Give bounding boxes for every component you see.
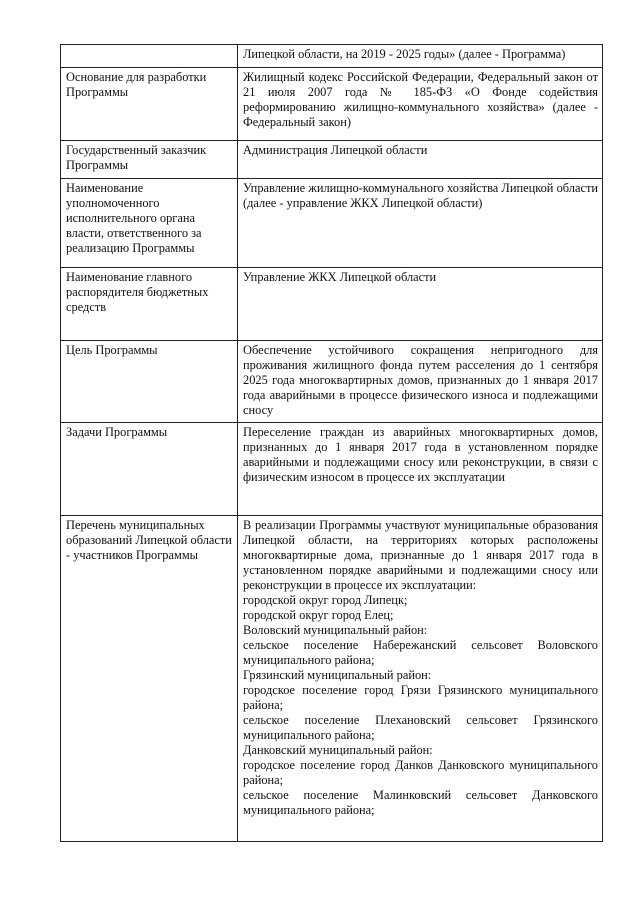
row-value: Управление жилищно-коммунального хозяйства Липецкой области (далее - управление ЖКХ Липецкой области) <box>238 179 603 268</box>
table-row <box>61 516 603 842</box>
table-row <box>61 268 603 341</box>
row-label: Государственный заказчик Программы <box>61 141 238 179</box>
row-value: Обеспечение устойчивого сокращения непригодного для проживания жилищного фонда путем расселения до 1 сентября 2025 года многоквартирных домов, признанных до 1 января 2017 года аварийными в процессе физического износа и подлежащими сносу <box>238 341 603 423</box>
program-passport-table <box>60 44 603 842</box>
list-item: Данковский муниципальный район: <box>243 743 433 757</box>
row-value: Управление ЖКХ Липецкой области <box>238 268 603 341</box>
list-item: городской округ город Елец; <box>243 608 394 622</box>
row-label: Наименование главного распорядителя бюджетных средств <box>61 268 238 341</box>
table-row <box>61 179 603 268</box>
table-row <box>61 141 603 179</box>
row-label <box>61 45 238 68</box>
table-row <box>61 68 603 141</box>
list-item: городское поселение город Грязи Грязинского муниципального района; <box>243 683 598 712</box>
table-row <box>61 341 603 423</box>
list-item: сельское поселение Плехановский сельсовет Грязинского муниципального района; <box>243 713 598 742</box>
row-label: Перечень муниципальных образований Липецкой области - участников Программы <box>61 516 238 842</box>
row-label: Наименование уполномоченного исполнительного органа власти, ответственного за реализацию Программы <box>61 179 238 268</box>
row-value: Переселение граждан из аварийных многоквартирных домов, признанных до 1 января 2017 года в установленном порядке аварийными и подлежащими сносу или реконструкции, в связи с физическим износом в процессе их эксплуатации <box>238 423 603 516</box>
list-item: городское поселение город Данков Данковского муниципального района; <box>243 758 598 787</box>
list-item: Воловский муниципальный район: <box>243 623 428 637</box>
list-item: сельское поселение Набережанский сельсовет Воловского муниципального района; <box>243 638 598 667</box>
row-value-list <box>238 516 603 842</box>
table-row <box>61 423 603 516</box>
list-item: Грязинский муниципальный район: <box>243 668 432 682</box>
list-item: городской округ город Липецк; <box>243 593 408 607</box>
participants-intro: В реализации Программы участвуют муниципальные образования Липецкой области, на территориях которых расположены многоквартирные дома, признанные до 1 января 2017 года в установленном порядке аварийными и подлежащими сносу или реконструкции в процессе их эксплуатации: <box>243 518 598 592</box>
row-value: Администрация Липецкой области <box>238 141 603 179</box>
row-value: Жилищный кодекс Российской Федерации, Федеральный закон от 21 июля 2007 года № 185-ФЗ «О Фонде содействия реформированию жилищно-коммунального хозяйства» (далее - Федеральный закон) <box>238 68 603 141</box>
list-item: сельское поселение Малинковский сельсовет Данковского муниципального района; <box>243 788 598 817</box>
table-row <box>61 45 603 68</box>
row-label: Основание для разработки Программы <box>61 68 238 141</box>
row-value: Липецкой области, на 2019 - 2025 годы» (далее - Программа) <box>238 45 603 68</box>
row-label: Цель Программы <box>61 341 238 423</box>
row-label: Задачи Программы <box>61 423 238 516</box>
